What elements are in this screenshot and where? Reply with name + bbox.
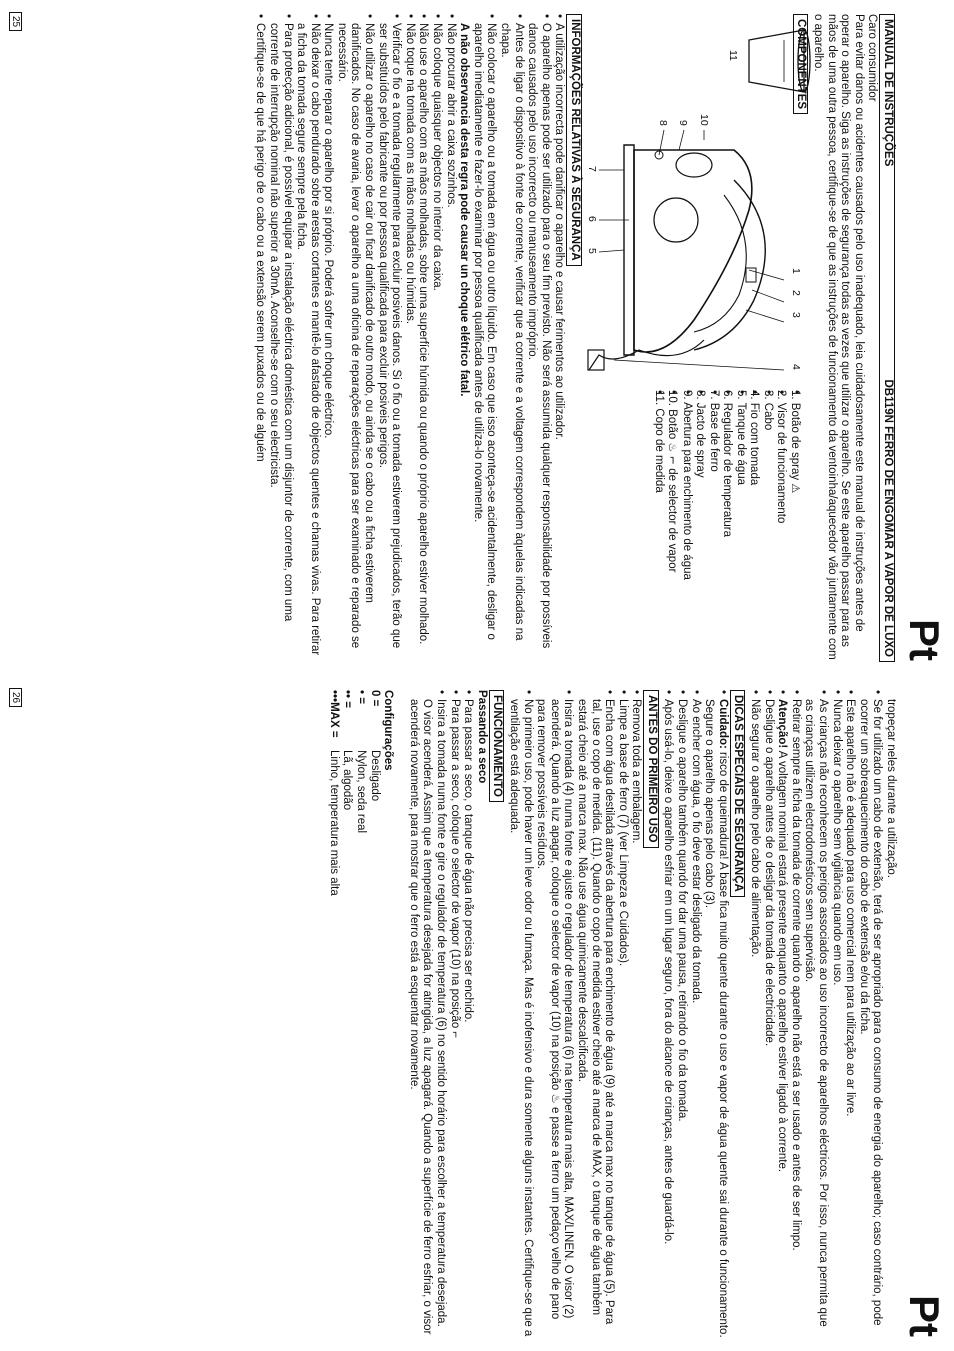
part-3: • 3. Cabo [761,390,775,670]
language-code: Pt [901,1295,948,1337]
list-item: • Para passar a seco, coloque o selector de vapor (10) na posição ⌐ [447,690,461,1338]
model-title: DB119N FERRO DE ENGOMAR A VAPOR DE LUXO [882,379,894,657]
list-item: • Nunca tente reparar o aparelho por si próprio. Poderá sofrer um choque eléctrico. [321,14,335,662]
list-item: • Insira a tomada (4) numa fonte e ajuste o regulador de temperatura (6) na temperatura mais alta, MAX/LINEN. O visor (2) acenderá. Quando a luz apagar, coloque o selector de vapor (10) na posição ♨ e passe a ferro um pedaço velho de pano para remover possíveis resíduos. [534,690,575,1338]
page-26 [0,676,954,1351]
components-title: COMPONENTES [793,14,809,114]
list-item: • As crianças não reconhecem os perigos associados ao uso incorrecto de aparelhos eléctricos. Por isso, nunca permita que as crianças utilizem electrodomésticos sem supervisão. [802,690,829,1338]
iron-body-icon [588,145,765,370]
list-item: • Retirar sempre a ficha da tomada de corrente quando o aparelho não está a ser usado e antes de ser limpo. [788,690,802,1338]
callout-2: 2 [790,290,802,296]
list-item: • Verificar o fio e a tomada regularmente para excluir posiveis danos. Si o fio ou a tomada estiverem prejudicados, terão que ser substituídos pelo fabricante ou por pessoa qualificada para excluir posiveis perigos. [375,14,402,662]
intro-paragraph: Para evitar danos ou acidentes causados pelo uso inadequado, leia cuidadosamente este manual de instruções antes de operar o aparelho. Siga as instruções de segurança todas as vezes que utilizar o aparelho. Se este aparelho passar para as mãos de uma outra pessoa, certifique-se de que as instruções de funcionamento da ventoinha/aquecedor vão juntamente com o aparelho. [812,14,865,660]
list-item: • Encha com água destilada através da abertura para enchimento de água (9) até a marca max no tanque de água (5). Para tal, use o copo de medida. (11). Quando o copo de medida estiver cheio até a marca de MAX, o tanque de água também estará cheio até a marca max. Não use água quimicamente descalcificada. [574,690,615,1338]
safety-list-2 [253,14,457,662]
callout-5: 5 [586,248,598,254]
part-6: • 6. Regulador de temperatura [720,390,734,670]
list-item: • O aparelho apenas pode ser utilizado para o seu fim previsto. Não será assumida qualquer responsabilidade por possíveis danos causados pelo uso incorrecto ou manuseamento impróprio. [525,14,552,662]
safety-list-3 [747,690,883,1338]
list-item: • Não utilizar o aparelho no caso de cair ou ficar danificado de outro modo, ou ainda se o cabo ou a ficha estiverem danificados. No caso de avaria, levar o aparelho a uma oficina de reparações eléctricas para ser examinado e reparado se necessário. [334,14,375,662]
config-title: Configurações [382,690,395,771]
page-number: 26 [9,688,22,707]
operation-title: FUNCIONAMENTO [489,690,505,802]
iron-drawing [584,20,844,380]
callout-6: 6 [586,216,598,222]
part-1: • 1. Botão de spray ⚠ [788,390,803,670]
config-row: •••MAX = Linho, temperatura mais alta [327,690,340,896]
safety-list [470,14,565,662]
config-table [326,690,380,1338]
attention-item: • Atenção! A voltagem nominal estará presente enquanto o aparelho estiver ligado à corrente. [775,690,789,1338]
measuring-cup-icon [749,30,810,92]
first-use-title: ANTES DO PRIMEIRO USO [643,690,659,848]
part-2: • 2. Visor de funcionamento [774,390,788,670]
list-item: • Para passar a seco, o tanque de água não precisa ser enchido. [461,690,475,1338]
parts-list [652,390,803,670]
list-item: • Nunca deixar o aparelho sem vigilância quando em uso. [829,690,843,1338]
list-item: • Não procurar abrir a caixa sozinhos. [443,14,457,662]
page-number: 25 [9,12,22,31]
list-item: • Desligue o aparelho também quando for dar uma pausa, retirando o fio da tomada. [675,690,689,1338]
spray-warning-icon: ⚠ [789,483,802,494]
language-code: Pt [901,619,948,661]
greeting: Caro consumidor [866,14,879,102]
config-row: •• = Lã, algodão [341,690,354,811]
special-safety-title: DICAS ESPECIAIS DE SEGURANÇA [730,690,746,897]
callout-7: 7 [586,166,598,172]
iron-illustration [584,20,844,380]
callout-1: 1 [790,268,802,274]
callout-8: 8 [657,120,669,126]
first-use-list [506,690,642,1338]
manual-title: MANUAL DE INSTRUÇÕES [882,19,894,167]
dry-ironing-list [406,690,474,1338]
part-7: • 7. Base de ferro [707,390,721,670]
part-11: • 11. Copo de medida [652,390,666,670]
continuation-text: tropeçar neles durante a utilização. [885,699,897,878]
list-item: • Não deixar o cabo pendurado sobre arestas cortantes e mantê-lo afastado de objectos quentes e chamas vivas. Para retirar a ficha da tomada segure sempre pela ficha. [294,14,321,662]
list-item: • Desligue o aparelho antes de o desligar da tomada de electricidade. [761,690,775,1338]
caution-item: • Cuidado: risco de queimadura! A base fica muito quente durante o uso e vapor de água quente sai durante o funcionamento. Segure o aparelho apenas pelo cabo (3). [702,690,729,1338]
part-9: • 9. Abertura para enchimento de água [680,390,694,670]
page-25 [0,0,954,675]
part-10: • 10. Botão ♨ ⌐ de selector de vapor [665,390,680,670]
list-item: • Antes de ligar o dispositivo à fonte de corrente, verificar que a corrente e a voltagem correspondem àquelas indicadas na chapa. [497,14,524,662]
part-5: • 5. Tanque de água [734,390,748,670]
safety-section [253,14,584,662]
callout-11: 11 [727,50,739,61]
callout-10: 10 [698,114,710,126]
list-item: • Remova toda a embalagem. [629,690,643,1338]
list-item: • Ao encher com água, o fio deve estar desligado da tomada. [688,690,702,1338]
callout-4: 4 [790,364,802,370]
list-item: • No primeiro uso, pode haver um leve odor ou fumaça. Mas é inofensivo e dura somente alguns instantes. Certifique-se que a ventilação está adequada. [506,690,533,1338]
list-item: • Não coloque quaisquer objectos no interior da caixa. [429,14,443,662]
steam-icon: ♨ ⌐ [666,442,680,466]
list-item: • Não colocar o aparelho ou a tomada em água ou outro líquido. Em caso que isso aconteça-se acidentalmente, desligar o aparelho imediatamente e fazer-lo examinar por pessoa qualificada antes de utiliza-lo novamente. [470,14,497,662]
special-safety-list [661,690,729,1338]
page26-content [326,690,897,1338]
part-8: • 8. Jacto de spray [693,390,707,670]
config-row: 0 = Desligado [368,690,381,802]
list-item: • Não toque na tomada com as mãos molhadas ou húmidas. [402,14,416,662]
list-item: • Insira a tomada numa fonte e gire o regulador de temperatura (6) no sentido horário para escolher a temperatura desejada. O visor acenderá. Assim que a temperatura desejada for atingida, a luz apagará. Quando a superfície de ferro esfriar, o visor acenderá novamente, para mostrar que o ferro está a esquentar novamente. [406,690,447,1338]
list-item: • Limpe a base de ferro (7) (ver Limpeza e Cuidados). [615,690,629,1338]
list-item: • A utilização incorrecta pode danificar o aparelho e causar ferimentos ao utilizador. [552,14,566,662]
part-4: • 4. Fio com tomada [747,390,761,670]
list-item: • Não use o aparelho com as mãos molhadas, sobre uma superfície húmida ou quando o próprio aparelho estiver molhado. [416,14,430,662]
safety-title: INFORMAÇÕES RELATIVAS À SEGURANÇA [566,14,582,266]
manual-title-box [879,14,895,662]
list-item: • Este aparelho não é adequado para uso comercial nem para utilização ao ar livre. [843,690,857,1338]
list-item: • Certifique-se de que há perigo de o cabo ou a extensão serem puxados ou de alguém [253,14,267,662]
list-item: • Se for utilizado um cabo de extensão, terá de ser apropriado para o consumo de energia do aparelho; caso contrário, pode ocorrer um sobreaquecimento do cabo de extensão e/ou da ficha. [856,690,883,1338]
list-item: • Para protecção adicional, é possível equipar a instalação eléctrica doméstica com um disjuntor de corrente, com uma corrente de interrupção nominal não superior a 30mA. Aconselhe-se com o seu electricista. [266,14,293,662]
warning-text: A não observancia desta regra pode causar un choque elétrico fatal. [458,23,471,397]
list-item: • Não segurar o aparelho pelo cabo de alimentação. [747,690,761,1338]
list-item: • Após usá-lo, deixe o aparelho esfriar em um lugar seguro, fora do alcance de crianças, antes de guardá-lo. [661,690,675,1338]
config-row: • = Nylon, seda real [355,690,368,834]
dry-ironing-title: Passando a seco [475,690,488,784]
callout-9: 9 [677,120,689,126]
callout-3: 3 [790,312,802,318]
